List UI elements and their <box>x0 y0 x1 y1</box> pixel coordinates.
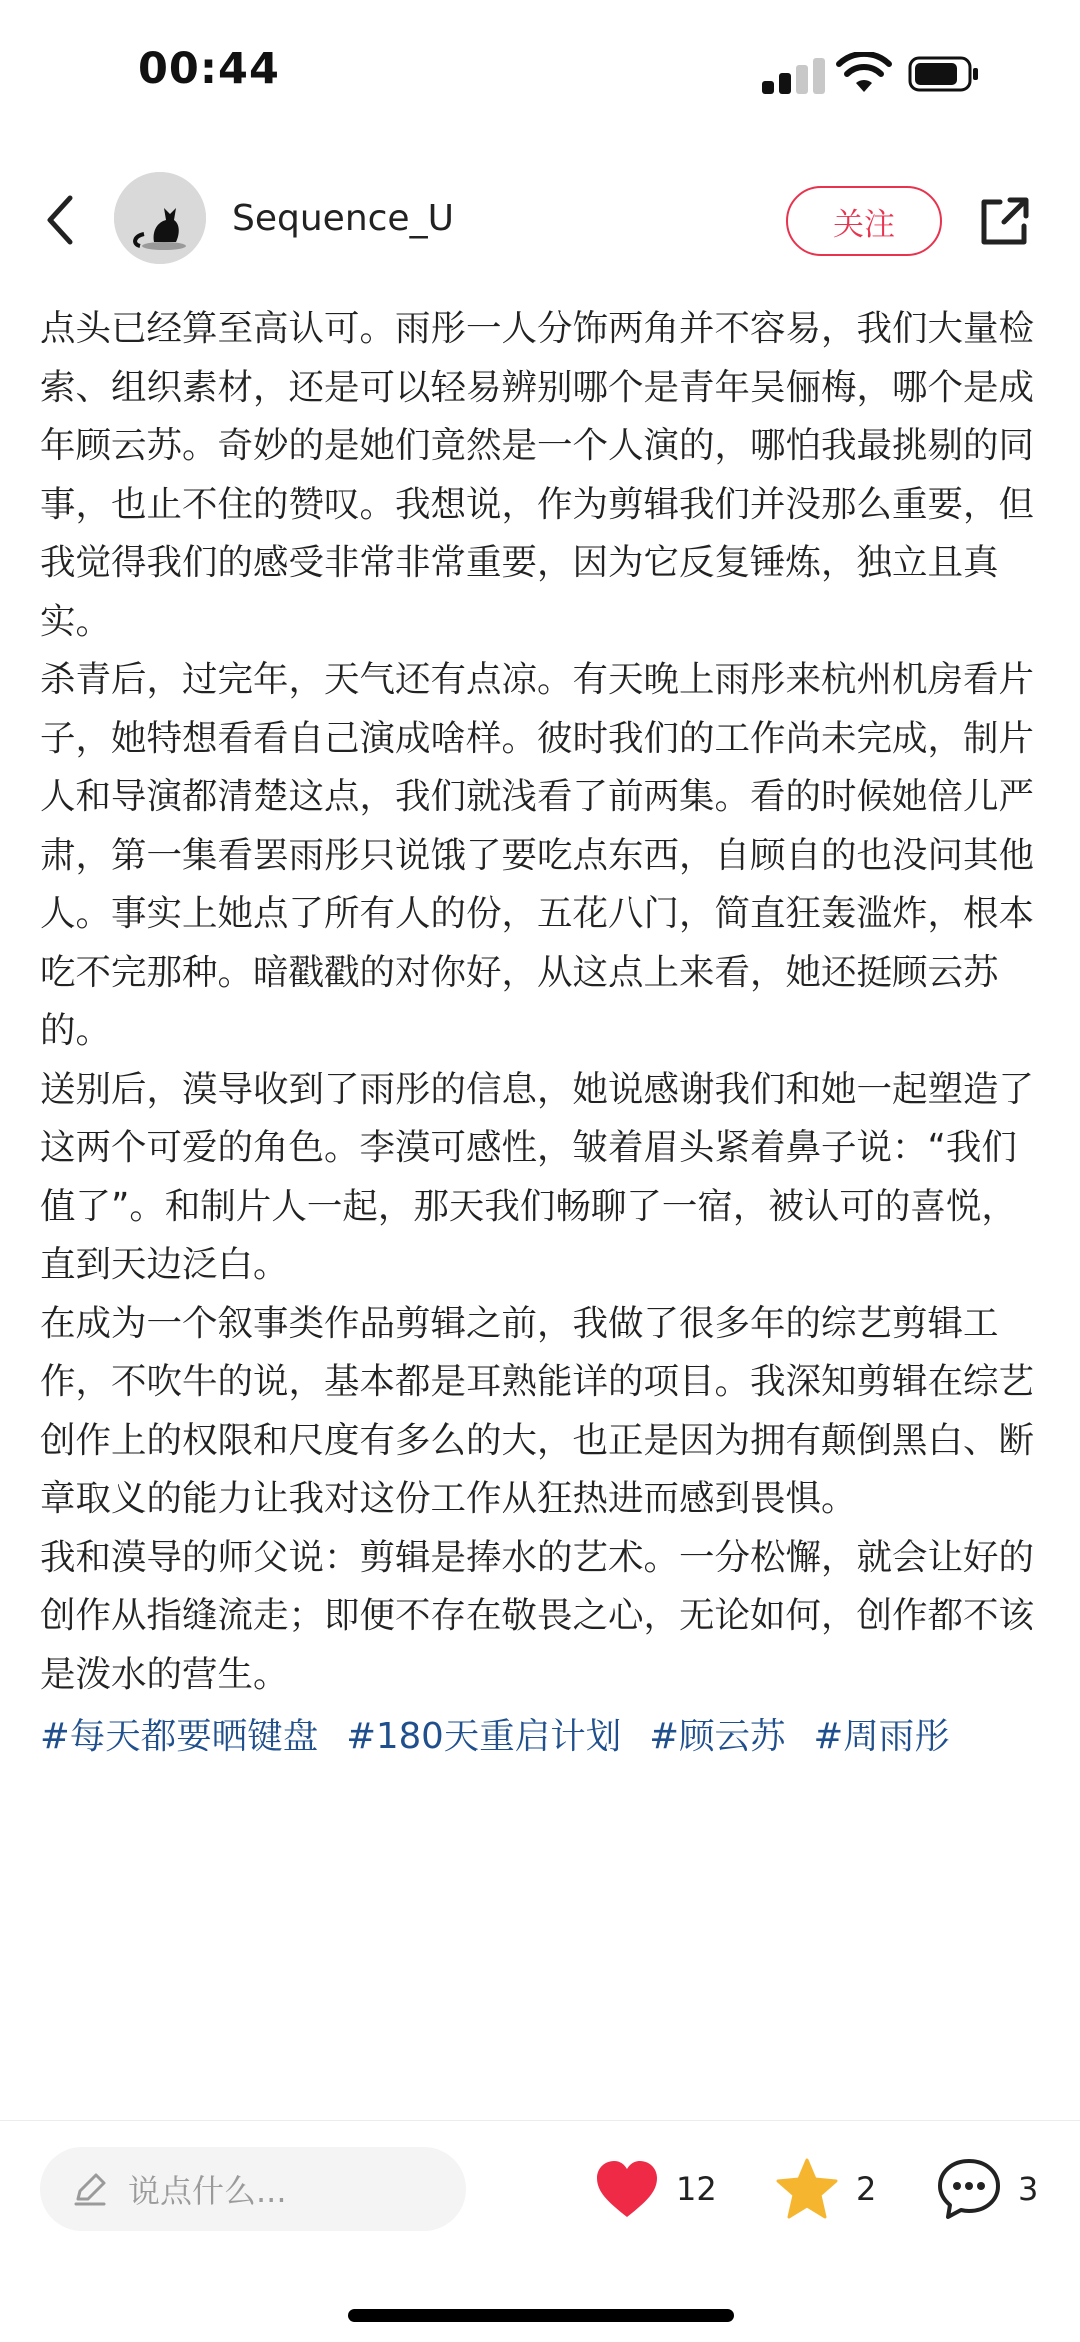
post-paragraph: 送别后，漠导收到了雨彤的信息，她说感谢我们和她一起塑造了这两个可爱的角色。李漠可感性，皱着眉头紧着鼻子说：“我们值了”。和制片人一起，那天我们畅聊了一宿，被认可的喜悦，直到天边泛白。 <box>40 1068 1035 1285</box>
hashtag[interactable]: #每天都要晒键盘 <box>40 1716 319 1757</box>
post-paragraph: 点头已经算至高认可。雨彤一人分饰两角并不容易，我们大量检索、组织素材，还是可以轻易辨别哪个是青年吴俪梅，哪个是成年顾云苏。奇妙的是她们竟然是一个人演的，哪怕我最挑剔的同事，也止不住的赞叹。我想说，作为剪辑我们并没那么重要，但我觉得我们的感受非常非常重要，因为它反复锤炼，独立且真实。 <box>40 308 1035 642</box>
status-time: 00:44 <box>138 44 280 94</box>
comment-button[interactable] <box>936 2151 1038 2227</box>
avatar[interactable] <box>114 172 206 264</box>
share-button[interactable] <box>974 192 1034 252</box>
wifi-icon <box>836 52 892 96</box>
post-header <box>0 160 1080 280</box>
comment-bubble-icon <box>936 2157 1002 2221</box>
post-paragraph: 杀青后，过完年，天气还有点凉。有天晚上雨彤来杭州机房看片子，她特想看看自己演成啥样。彼时我们的工作尚未完成，制片人和导演都清楚这点，我们就浅看了前两集。看的时候她倍儿严肃，第一集看罢雨彤只说饿了要吃点东西，自顾自的也没问其他人。事实上她点了所有人的份，五花八门，简直狂轰滥炸，根本吃不完那种。暗戳戳的对你好，从这点上来看，她还挺顾云苏的。 <box>40 659 1035 1051</box>
hashtag-list <box>40 1708 1040 1767</box>
cat-avatar-icon <box>114 172 206 264</box>
status-bar <box>0 0 1080 150</box>
favorite-count: 2 <box>856 2170 877 2208</box>
hashtag[interactable]: #顾云苏 <box>649 1716 786 1757</box>
like-button[interactable] <box>594 2151 717 2227</box>
comment-count: 3 <box>1018 2170 1039 2208</box>
heart-icon <box>594 2159 660 2219</box>
comment-placeholder: 说点什么... <box>128 2172 287 2210</box>
pencil-icon <box>72 2171 108 2207</box>
star-icon <box>774 2157 840 2221</box>
favorite-button[interactable] <box>774 2151 876 2227</box>
cellular-signal-icon <box>762 58 824 94</box>
post-paragraph: 我和漠导的师父说：剪辑是捧水的艺术。一分松懈，就会让好的创作从指缝流走；即便不存在敬畏之心，无论如何，创作都不该是泼水的营生。 <box>40 1536 1035 1695</box>
back-button[interactable] <box>38 190 88 250</box>
home-indicator[interactable] <box>348 2309 734 2322</box>
comment-input[interactable] <box>40 2147 466 2231</box>
battery-icon <box>908 55 980 93</box>
hashtag[interactable]: #180天重启计划 <box>346 1716 622 1757</box>
username[interactable]: Sequence_U <box>232 198 454 239</box>
post-paragraph: 在成为一个叙事类作品剪辑之前，我做了很多年的综艺剪辑工作，不吹牛的说，基本都是耳熟能详的项目。我深知剪辑在综艺创作上的权限和尺度有多么的大，也正是因为拥有颠倒黑白、断章取义的能力让我对这份工作从狂热进而感到畏惧。 <box>40 1302 1035 1519</box>
post-content <box>40 300 1040 1767</box>
follow-button[interactable]: 关注 <box>786 186 942 256</box>
hashtag[interactable]: #周雨彤 <box>813 1716 950 1757</box>
like-count: 12 <box>676 2170 717 2208</box>
